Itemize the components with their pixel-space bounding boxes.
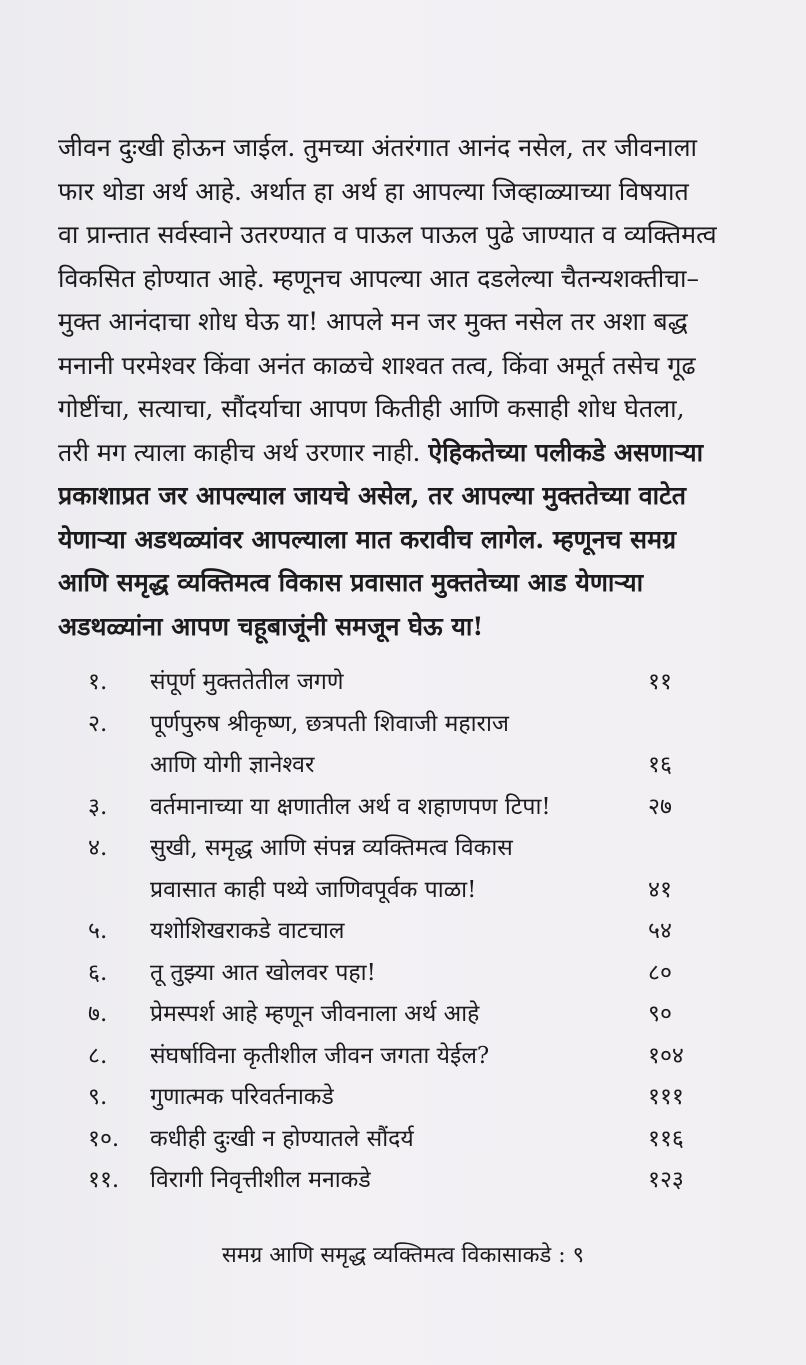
table-of-contents xyxy=(88,662,688,1202)
intro-text: म्हणूनच समग्र xyxy=(544,524,677,554)
toc-number: ९. xyxy=(88,1084,108,1110)
toc-page-number: १०४ xyxy=(648,1042,684,1069)
toc-page-number: ११६ xyxy=(648,1125,684,1152)
toc-row xyxy=(88,662,688,704)
toc-page-number: १२३ xyxy=(648,1167,684,1193)
toc-title: संघर्षाविना कृतीशील जीवन जगता येईल? xyxy=(150,1042,490,1069)
intro-text: तरी मग त्याला काहीच अर्थ उरणार नाही. xyxy=(58,437,429,467)
intro-line: मनानी परमेश्वर किंवा अनंत काळचे शाश्वत तत्व, किंवा अमूर्त तसेच गूढ xyxy=(58,350,696,380)
toc-title: गुणात्मक परिवर्तनाकडे xyxy=(150,1084,334,1110)
intro-line xyxy=(58,431,748,475)
toc-title: कधीही दुःखी न होण्यातले सौंदर्य xyxy=(150,1125,414,1152)
toc-row xyxy=(88,1077,688,1119)
toc-title: संपूर्ण मुक्ततेतील जगणे xyxy=(150,669,344,695)
toc-number: २. xyxy=(88,710,108,737)
toc-row xyxy=(88,953,688,995)
toc-title: विरागी निवृत्तीशील मनाकडे xyxy=(150,1167,371,1193)
intro-line: विकसित होण्यात आहे. म्हणूनच आपल्या आत दडलेल्या चैतन्यशक्तीचा– xyxy=(58,263,700,293)
toc-row xyxy=(88,745,688,787)
toc-number: ५. xyxy=(88,918,108,944)
intro-line: मुक्त आनंदाचा शोध घेऊ या! आपले मन जर मुक्त नसेल तर अशा बद्ध xyxy=(58,307,688,336)
toc-page-number: १११ xyxy=(648,1084,684,1110)
toc-row xyxy=(88,994,688,1036)
toc-number: ६. xyxy=(88,959,108,986)
intro-line: गोष्टींचा, सत्याचा, सौंदर्याचा आपण कितीही आणि कसाही शोध घेतला, xyxy=(58,394,685,423)
toc-page-number: ११ xyxy=(648,669,672,695)
toc-row xyxy=(88,787,688,829)
toc-number: ३. xyxy=(88,793,108,820)
toc-number: ७. xyxy=(88,1001,108,1027)
toc-row xyxy=(88,1160,688,1202)
intro-bold-text: ऐहिकतेच्या पलीकडे असणाऱ्या xyxy=(428,437,704,467)
intro-line: प्रकाशाप्रत जर आपल्याल जायचे असेल, तर आपल्या मुक्ततेच्या वाटेत xyxy=(58,481,686,510)
toc-row xyxy=(88,704,688,746)
toc-number: ११. xyxy=(88,1167,120,1193)
toc-page-number: २७ xyxy=(648,793,672,820)
intro-paragraph xyxy=(58,126,748,648)
intro-bold-text: येणाऱ्या अडथळ्यांवर आपल्याला मात करावीच लागेल. xyxy=(58,524,545,554)
toc-page-number: ९० xyxy=(648,1001,672,1027)
page-footer: समग्र आणि समृद्ध व्यक्तिमत्व विकासाकडे : ९ xyxy=(221,1243,585,1268)
toc-number: ४. xyxy=(88,835,108,861)
intro-line: वा प्रान्तात सर्वस्वाने उतरण्यात व पाऊल पाऊल पुढे जाण्यात व व्यक्तिमत्व xyxy=(58,220,717,249)
toc-row xyxy=(88,870,688,912)
toc-row xyxy=(88,911,688,953)
intro-line: आणि समृद्ध व्यक्तिमत्व विकास प्रवासात मुक्ततेच्या आड येणाऱ्या xyxy=(58,568,644,597)
toc-row xyxy=(88,1036,688,1078)
intro-line xyxy=(58,518,748,562)
intro-line: फार थोडा अर्थ आहे. अर्थात हा अर्थ हा आपल्या जिव्हाळ्याच्या विषयात xyxy=(58,176,689,206)
toc-number: १. xyxy=(88,669,108,695)
toc-title: यशोशिखराकडे वाटचाल xyxy=(150,918,345,944)
toc-number: १०. xyxy=(88,1125,120,1152)
toc-title: प्रेमस्पर्श आहे म्हणून जीवनाला अर्थ आहे xyxy=(150,1001,480,1027)
toc-page-number: ५४ xyxy=(648,918,672,944)
toc-title: आणि योगी ज्ञानेश्वर xyxy=(150,752,315,778)
intro-line: जीवन दुःखी होऊन जाईल. तुमच्या अंतरंगात आनंद नसेल, तर जीवनाला xyxy=(58,133,698,162)
intro-line: अडथळ्यांना आपण चहूबाजूंनी समजून घेऊ या! xyxy=(58,611,484,641)
toc-title: सुखी, समृद्ध आणि संपन्न व्यक्तिमत्व विकास xyxy=(150,835,513,861)
toc-title: तू तुझ्या आत खोलवर पहा! xyxy=(150,959,376,986)
toc-title: वर्तमानाच्या या क्षणातील अर्थ व शहाणपण टिपा! xyxy=(150,793,551,820)
toc-title: पूर्णपुरुष श्रीकृष्ण, छत्रपती शिवाजी महाराज xyxy=(150,710,509,737)
toc-row xyxy=(88,828,688,870)
toc-page-number: १६ xyxy=(648,752,672,778)
toc-number: ८. xyxy=(88,1042,108,1069)
toc-title: प्रवासात काही पथ्ये जाणिवपूर्वक पाळा! xyxy=(150,876,477,903)
toc-page-number: ८० xyxy=(648,959,672,986)
toc-page-number: ४१ xyxy=(648,876,672,903)
toc-row xyxy=(88,1119,688,1161)
